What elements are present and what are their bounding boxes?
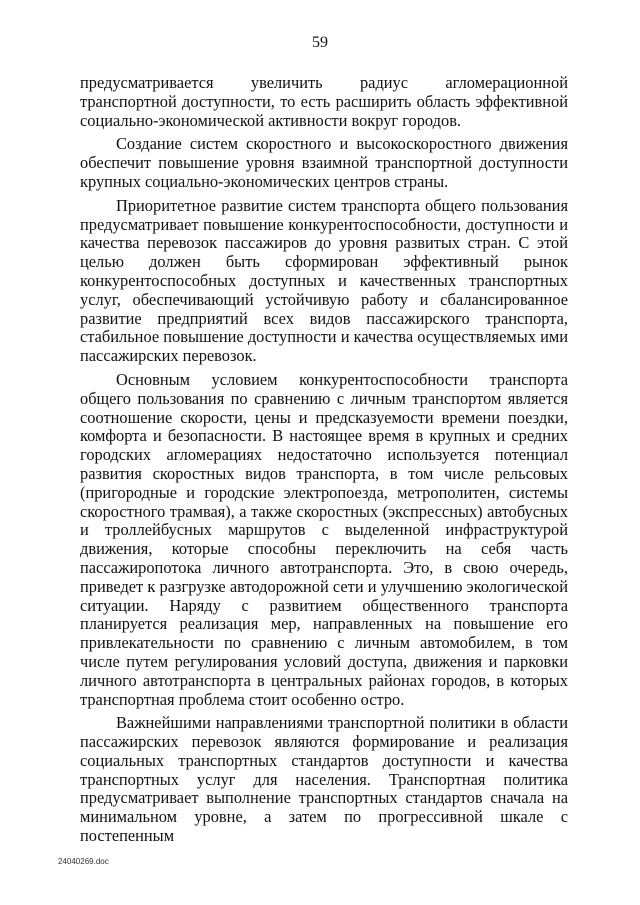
paragraph-3: Приоритетное развитие систем транспорта общего пользования предусматривает повышение конкурентоспособности, доступности и качества перевозок пассажиров до уровня развитых стран. С этой целью должен быть сформирован эффективный рынок конкурентоспособных доступных и качественных транспортных услуг, обеспечивающий устойчивую работу и сбалансированное развитие предприятий всех видов пассажирского транспорта, стабильное повышение доступности и качества осуществляемых ими пассажирских перевозок. bbox=[80, 195, 568, 366]
page-number: 59 bbox=[312, 34, 328, 51]
paragraph-4: Основным условием конкурентоспособности транспорта общего пользования по сравнению с личным транспортом является соотношение скорости, цены и предсказуемости времени поездки, комфорта и безопасности. В настоящее время в крупных и средних городских агломерациях недостаточно используется потенциал развития скоростных видов транспорта, в том числе рельсовых (пригородные и городские электропоезда, метрополитен, системы скоростного трамвая), а также скоростных (экспрессных) автобусных и троллейбусных маршрутов с выделенной инфраструктурой движения, которые способны переключить на себя часть пассажиропотока личного автотранспорта. Это, в свою очередь, приведет к разгрузке автодорожной сети и улучшению экологической ситуации. Наряду с развитием общественного транспорта планируется реализация мер, направленных на повышение его привлекательности по сравнению с личным автомобилем, в том числе путем регулирования условий доступа, движения и парковки личного автотранспорта в центральных районах городов, в которых транспортная проблема стоит особенно остро. bbox=[80, 369, 568, 709]
paragraph-5: Важнейшими направлениями транспортной политики в области пассажирских перевозок являются формирование и реализация социальных транспортных стандартов доступности и качества транспортных услуг для населения. Транспортная политика предусматривает выполнение транспортных стандартов сначала на минимальном уровне, а затем по прогрессивной шкале с постепенным bbox=[80, 713, 568, 846]
footer-filename: 24040269.doc bbox=[58, 857, 109, 866]
document-body bbox=[80, 74, 568, 851]
paragraph-1: предусматривается увеличить радиус агломерационной транспортной доступности, то есть расширить область эффективной социально-экономической активности вокруг городов. bbox=[80, 73, 568, 130]
paragraph-2: Создание систем скоростного и высокоскоростного движения обеспечит повышение уровня взаимной транспортной доступности крупных социально-экономических центров страны. bbox=[80, 134, 568, 191]
